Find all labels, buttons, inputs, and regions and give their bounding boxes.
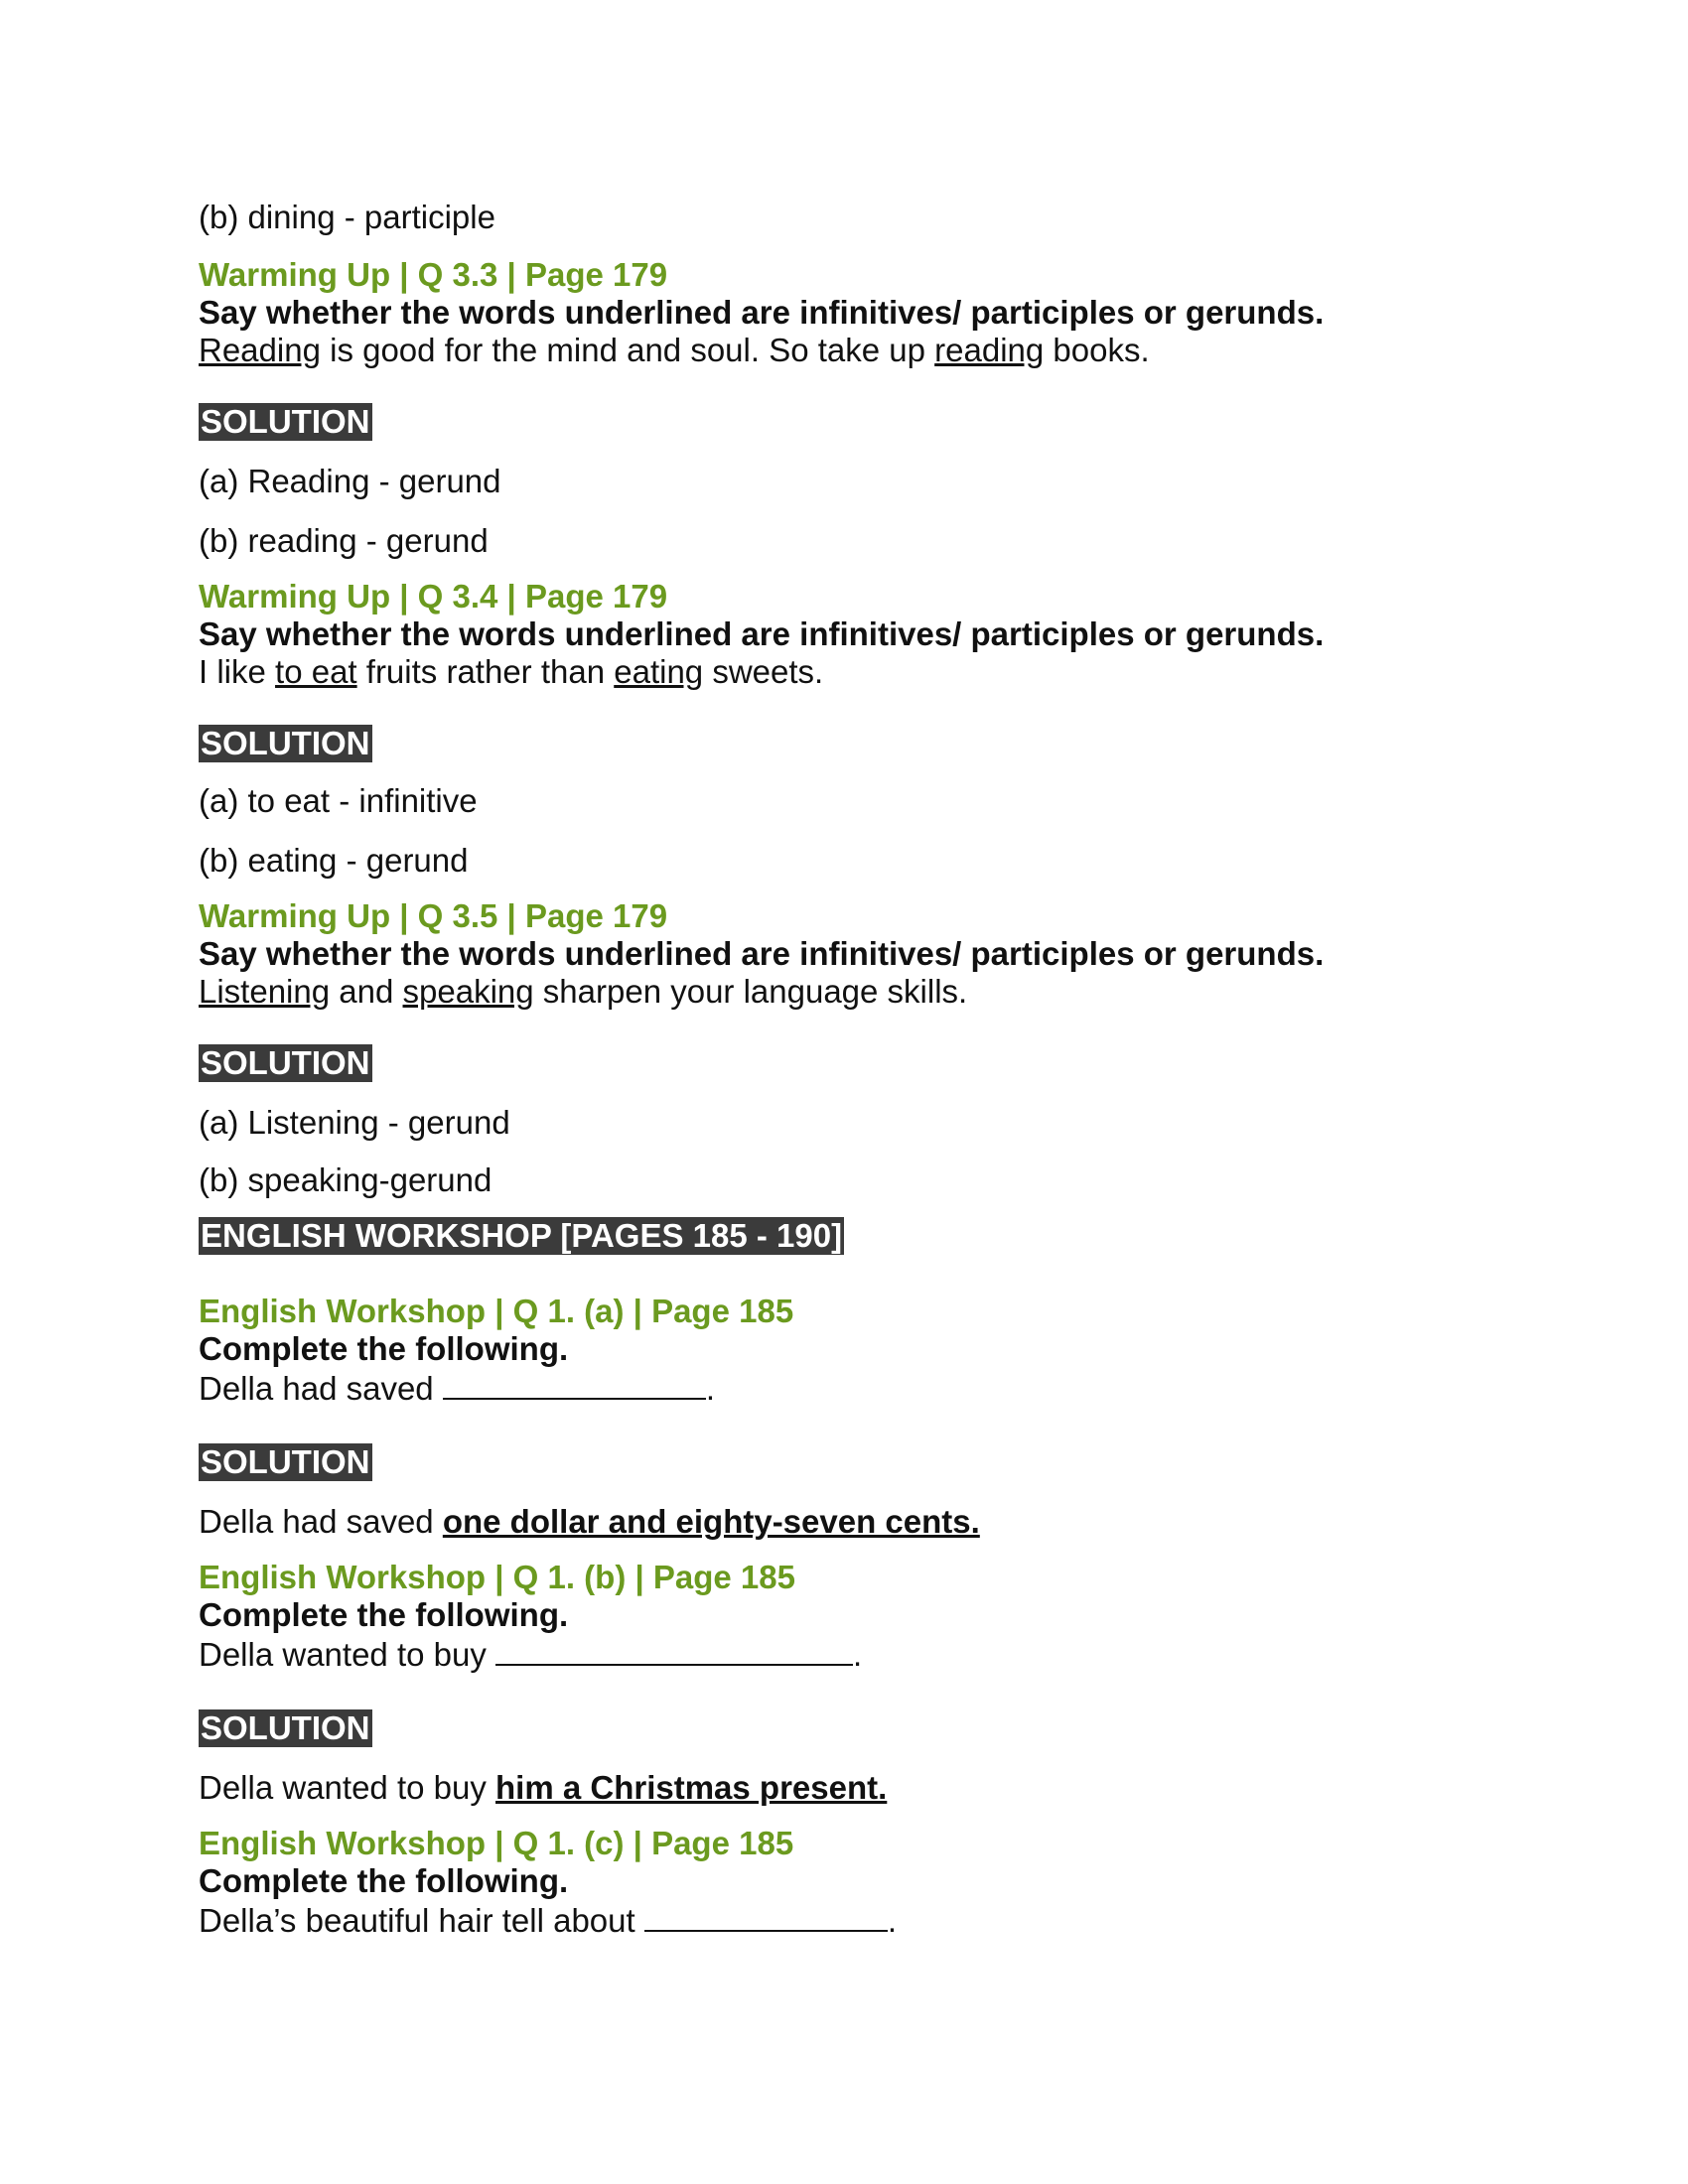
solution-badge: SOLUTION: [201, 725, 370, 761]
q35-underlined-2: speaking: [402, 973, 534, 1010]
q34-prompt: Say whether the words underlined are infinitives/ participles or gerunds.: [199, 615, 1325, 652]
q33-sentence: [199, 332, 1489, 369]
q34-sentence: [199, 653, 1489, 691]
ew1b-answer: [199, 1769, 1489, 1807]
answer-blank: [644, 1900, 888, 1932]
q34-answer-b: (b) eating - gerund: [199, 842, 469, 879]
ew1a-prompt: Complete the following.: [199, 1330, 569, 1367]
ew1c-heading: English Workshop | Q 1. (c) | Page 185: [199, 1825, 794, 1861]
q34-text-0: I like: [199, 653, 276, 690]
q35-answer-b: (b) speaking-gerund: [199, 1161, 492, 1198]
ew1b-prompt: Complete the following.: [199, 1596, 569, 1633]
q33-prompt: Say whether the words underlined are infinitives/ participles or gerunds.: [199, 294, 1325, 331]
ew1a-question-text: Della had saved: [199, 1370, 443, 1407]
ew1a-answer: [199, 1503, 1489, 1541]
ew1b-heading: English Workshop | Q 1. (b) | Page 185: [199, 1559, 795, 1595]
q35-prompt: Say whether the words underlined are infinitives/ participles or gerunds.: [199, 935, 1325, 972]
ew1a-answer-text: one dollar and eighty-seven cents.: [442, 1503, 980, 1540]
document-page: [199, 199, 1489, 1940]
q35-answer-a: (a) Listening - gerund: [199, 1104, 510, 1141]
solution-badge: SOLUTION: [201, 1044, 370, 1081]
top-answer: (b) dining - participle: [199, 199, 495, 235]
answer-blank: [495, 1634, 853, 1666]
q34-text-2: sweets.: [703, 653, 824, 690]
q33-answer-a: (a) Reading - gerund: [199, 463, 501, 499]
q34-answer-a: (a) to eat - infinitive: [199, 782, 478, 819]
ew1b-question: [199, 1634, 1489, 1674]
q35-heading: Warming Up | Q 3.5 | Page 179: [199, 897, 668, 934]
ew1b-answer-text: him a Christmas present.: [495, 1769, 888, 1806]
ew1b-answer-lead: Della wanted to buy: [199, 1769, 496, 1806]
ew1b-question-text: Della wanted to buy: [199, 1636, 496, 1673]
q34-underlined-2: eating: [614, 653, 704, 690]
q34-heading: Warming Up | Q 3.4 | Page 179: [199, 578, 668, 614]
ew1c-question: [199, 1900, 1489, 1940]
ew1c-prompt: Complete the following.: [199, 1862, 569, 1899]
solution-badge: SOLUTION: [201, 1709, 370, 1746]
q35-text-2: sharpen your language skills.: [533, 973, 968, 1010]
ew1c-question-end: .: [887, 1902, 898, 1939]
ew1b-question-end: .: [853, 1636, 863, 1673]
q33-text-2: books.: [1044, 332, 1150, 368]
ew1a-question: [199, 1368, 1489, 1408]
q33-answer-b: (b) reading - gerund: [199, 522, 489, 559]
q35-sentence: [199, 973, 1489, 1011]
q35-underlined-1: Listening: [199, 973, 331, 1010]
ew1c-question-text: Della’s beautiful hair tell about: [199, 1902, 644, 1939]
q33-heading: Warming Up | Q 3.3 | Page 179: [199, 256, 668, 293]
section-title: ENGLISH WORKSHOP [PAGES 185 - 190]: [201, 1217, 843, 1254]
ew1a-question-end: .: [705, 1370, 715, 1407]
q35-text-1: and: [330, 973, 403, 1010]
q34-text-1: fruits rather than: [356, 653, 615, 690]
q34-underlined-1: to eat: [275, 653, 357, 690]
ew1a-heading: English Workshop | Q 1. (a) | Page 185: [199, 1293, 794, 1329]
q33-text-1: is good for the mind and soul. So take up: [320, 332, 935, 368]
q33-underlined-1: Reading: [199, 332, 321, 368]
answer-blank: [443, 1368, 706, 1400]
solution-badge: SOLUTION: [201, 403, 370, 440]
solution-badge: SOLUTION: [201, 1443, 370, 1480]
ew1a-answer-lead: Della had saved: [199, 1503, 443, 1540]
q33-underlined-2: reading: [934, 332, 1045, 368]
